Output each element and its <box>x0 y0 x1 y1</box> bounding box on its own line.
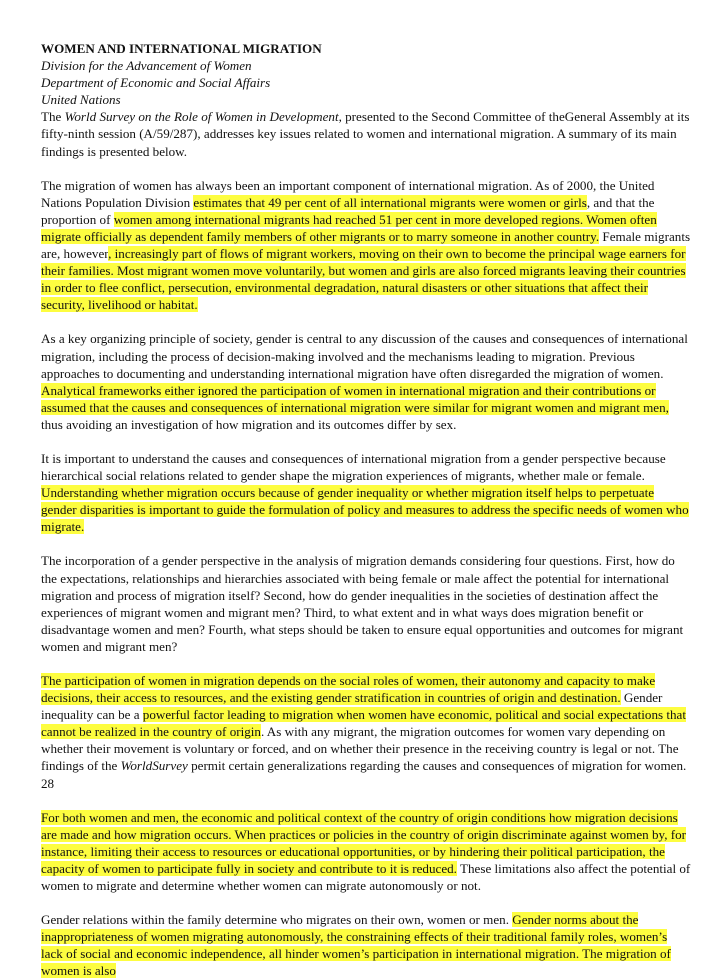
text-run: Gender inequality can be a <box>41 690 663 723</box>
intro-after: presented to the Second Committee of theGeneral Assembly at its fifty-ninth session (A/59/287), addresses key issues related to women and international migration. A summary of its main findings is presented below. <box>41 109 690 159</box>
text-run: The migration of women has always been an important component of international migration. As of 2000, the United Nations Population Division <box>41 177 655 210</box>
highlighted-text: Understanding whether migration occurs because of gender inequality or whether migration itself helps to perpetuate gender disparities is important to guide the formulation of policy and measures to address the specific needs of women who migrate. <box>41 485 689 535</box>
paragraph <box>41 672 692 792</box>
document-title: WOMEN AND INTERNATIONAL MIGRATION <box>41 41 322 56</box>
highlighted-text: estimates that 49 per cent of all international migrants were women or girls <box>193 194 587 210</box>
body-paragraphs <box>41 177 692 980</box>
header-department: Department of Economic and Social Affairs <box>41 75 271 91</box>
highlighted-text: , increasingly part of flows of migrant workers, moving on their own to become the principal wage earners for their families. Most migrant women move voluntarily, but women and girls are also forced migrants leaving their countries in order to flee conflict, persecution, environmental degradation, natural disasters or other situations that affect their security, livelihood or habitat. <box>41 246 686 313</box>
text-run: Female migrants are, however <box>41 228 691 262</box>
header-organization: United Nations <box>41 92 121 108</box>
document-header <box>41 40 692 108</box>
intro-before: The <box>41 109 65 125</box>
intro-paragraph <box>41 108 692 159</box>
text-run: It is important to understand the causes and consequences of international migration from a gender perspective because hierarchical social relations related to gender shape the migration experiences of migrants, whether male or female. <box>41 450 666 484</box>
highlighted-text: For both women and men, the economic and political context of the country of origin conditions how migration decisions are made and how migration occurs. When practices or policies in the country of origin discriminate against women by, for instance, limiting their access to resources or educational opportunities, or by hindering their political participation, the capacity of women to participate fully in society and contribute to it is reduced. <box>41 809 687 876</box>
text-run: , and that the proportion of <box>41 194 655 227</box>
highlighted-text: Gender norms about the inappropriateness of women migrating autonomously, the constraining effects of their traditional family roles, women’s lack of social and economic independence, all hinder women’s participation in international migration. The migration of women is also <box>41 912 671 979</box>
paragraph <box>41 911 692 979</box>
text-run: Gender relations within the family determine who migrates on their own, women or men. <box>41 912 513 928</box>
paragraph <box>41 177 692 314</box>
paragraph <box>41 809 692 894</box>
highlighted-text: The participation of women in migration depends on the social roles of women, their autonomy and capacity to make decisions, their access to resources, and the existing gender stratification in countries of origin and destination. <box>41 673 656 706</box>
highlighted-text: powerful factor leading to migration when women have economic, political and social expectations that cannot be realized in the country of origin <box>41 707 687 740</box>
text-run: permit certain generalizations regarding the causes and consequences of migration for women. 28 <box>41 758 687 791</box>
text-run: These limitations also affect the potential of women to migrate and determine whether women can migrate autonomously or not. <box>41 860 691 894</box>
text-run: As a key organizing principle of society, gender is central to any discussion of the causes and consequences of international migration, including the process of decision-making involved and the mechanisms leading to migration. Previous approaches to documenting and understanding international migration have often disregarded the migration of women. <box>41 331 688 381</box>
paragraph <box>41 552 692 655</box>
text-run: The incorporation of a gender perspective in the analysis of migration demands considering four questions. First, how do the expectations, relationships and hierarchies associated with being female or male affect the potential for international migration and process of migration itself? Second, how do gender inequalities in the societies of destination affect the experiences of migrant women and migrant men? Third, to what extent and in what ways does migration benefit or disadvantage women and men? Fourth, what steps should be taken to ensure equal opportunities and outcomes for migrant women and migrant men? <box>41 553 684 654</box>
header-division: Division for the Advancement of Women <box>41 58 252 74</box>
paragraph <box>41 330 692 433</box>
highlighted-text: women among international migrants had reached 51 per cent in more developed regions. Women often migrate officially as dependent family members of other migrants or to marry someone in another country. <box>41 211 657 244</box>
highlighted-text: Analytical frameworks either ignored the participation of women in international migration and their contributions or assumed that the causes and consequences of international migration were similar for migrant women and migrant men, <box>41 382 669 415</box>
intro-report-title: World Survey on the Role of Women in Development, <box>64 109 342 125</box>
text-run: . As with any migrant, the migration outcomes for women vary depending on whether their movement is voluntary or forced, and on whether their presence in the receiving country is legal or not. The findings of the <box>41 724 679 774</box>
text-run: thus avoiding an investigation of how migration and its outcomes differ by sex. <box>41 416 457 432</box>
italic-text: WorldSurvey <box>120 758 188 774</box>
paragraph <box>41 450 692 535</box>
